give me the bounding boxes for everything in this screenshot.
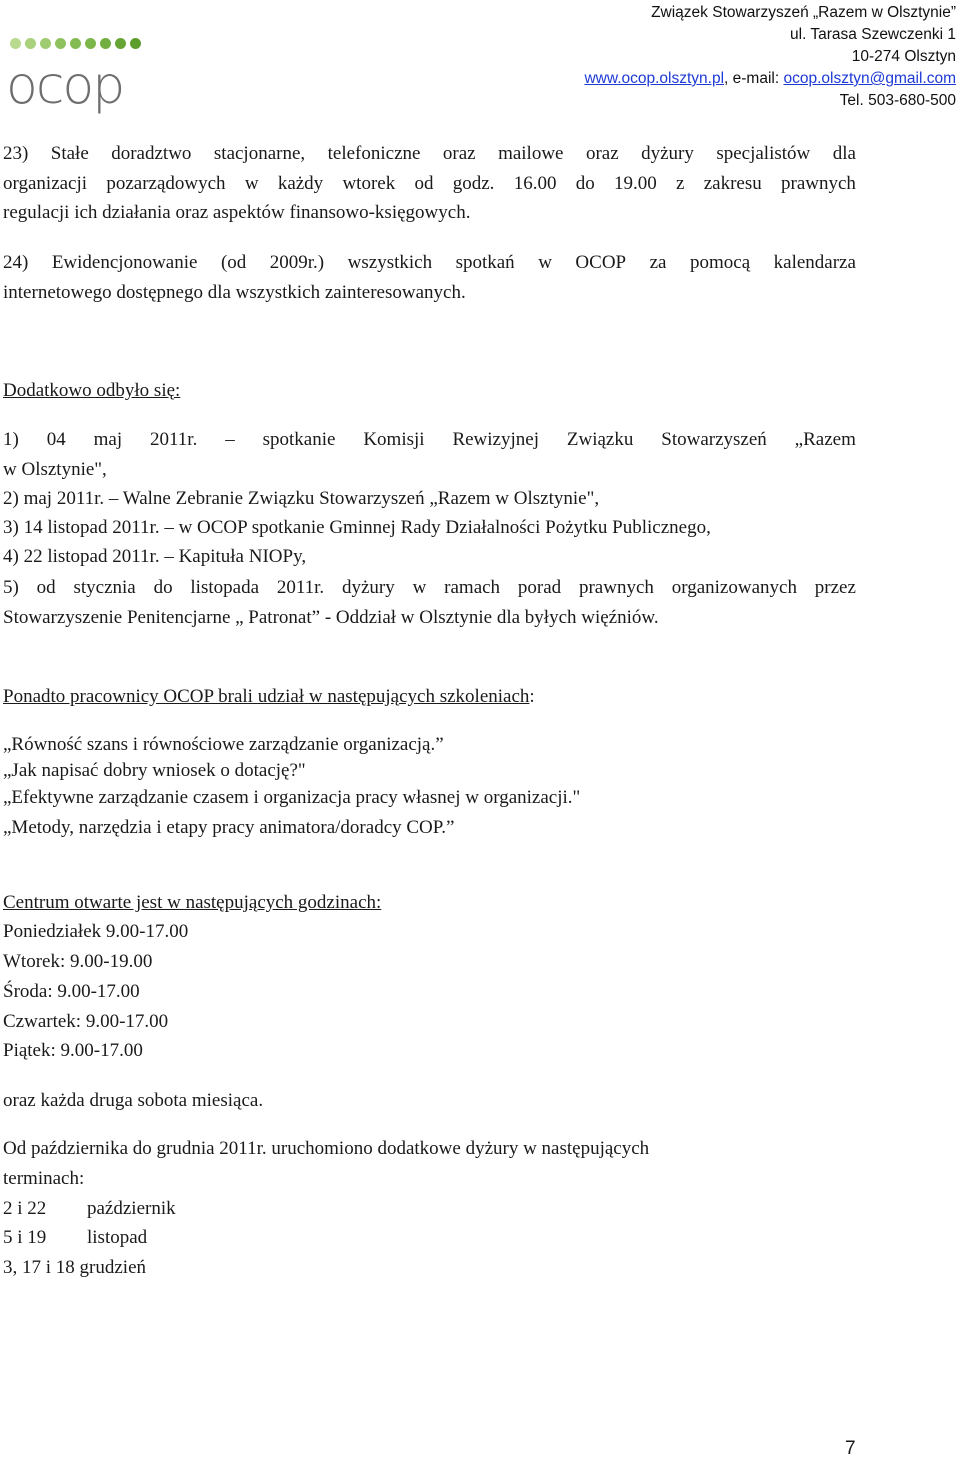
training-heading-text: Ponadto pracownicy OCOP brali udział w następujących szkoleniach — [3, 686, 530, 707]
word: każdy — [277, 173, 324, 194]
word: 5) — [3, 577, 19, 598]
item-23-line-2 — [3, 173, 856, 195]
word: w — [538, 252, 552, 273]
hours-tuesday: Wtorek: 9.00-19.00 — [3, 951, 153, 972]
word: Związku — [566, 429, 634, 450]
word: maj — [93, 429, 123, 450]
additional-item-1a — [3, 429, 856, 451]
word: oraz — [585, 143, 619, 164]
word: listopada — [190, 577, 260, 598]
word: 04 — [46, 429, 66, 450]
word: telefoniczne — [327, 143, 421, 164]
word: mailowe — [498, 143, 564, 164]
word: Komisji — [363, 429, 425, 450]
word: 23) — [3, 143, 29, 164]
word: Stałe — [50, 143, 89, 164]
training-1: „Równość szans i równościowe zarządzanie organizacją.” — [3, 734, 444, 755]
email-label: , e-mail: — [724, 70, 784, 87]
ocop-logo — [6, 38, 146, 142]
extra-duty-intro-1: Od października do grudnia 2011r. uruchomiono dodatkowe dyżury w następujących — [3, 1138, 650, 1159]
word: Ewidencjonowanie — [51, 252, 198, 273]
word: stycznia — [73, 577, 136, 598]
word: (od — [220, 252, 247, 273]
logo-dots — [10, 38, 141, 49]
word: oraz — [442, 143, 476, 164]
word: kalendarza — [773, 252, 856, 273]
word: przez — [814, 577, 856, 598]
org-city: 10-274 Olsztyn — [851, 48, 956, 65]
item-24-line-2: internetowego dostępnego dla wszystkich zainteresowanych. — [3, 282, 466, 303]
word: stacjonarne, — [213, 143, 306, 164]
hours-monday: Poniedziałek 9.00-17.00 — [3, 921, 189, 942]
header-contact — [584, 2, 956, 112]
word: wtorek — [342, 173, 396, 194]
word: zakresu — [703, 173, 762, 194]
item-24-line-1 — [3, 252, 856, 274]
logo-dot — [25, 38, 36, 49]
word: doradztwo — [111, 143, 192, 164]
logo-wordmark: ocop — [6, 56, 124, 116]
word: dyżury — [342, 577, 395, 598]
extra-duty-dates: 3, 17 i 18 grudzień — [3, 1257, 147, 1278]
word: za — [649, 252, 667, 273]
word: 2011r. — [150, 429, 198, 450]
website-link[interactable]: www.ocop.olsztyn.pl — [584, 70, 725, 87]
hours-friday: Piątek: 9.00-17.00 — [3, 1040, 143, 1061]
extra-duty-dates: 5 i 19 — [3, 1227, 47, 1248]
extra-duty-row — [3, 1198, 176, 1220]
additional-item-5a — [3, 577, 856, 599]
word: 16.00 — [513, 173, 557, 194]
additional-item-5b: Stowarzyszenie Penitencjarne „ Patronat” - Oddział w Olsztynie dla byłych więźniów. — [3, 607, 659, 628]
word: 24) — [3, 252, 29, 273]
item-23-line-1 — [3, 143, 856, 165]
word: ramach — [444, 577, 501, 598]
word: spotkań — [455, 252, 515, 273]
logo-dot — [70, 38, 81, 49]
word: 1) — [3, 429, 19, 450]
logo-dot — [40, 38, 51, 49]
hours-heading: Centrum otwarte jest w następujących godzinach: — [3, 892, 382, 913]
extra-duty-intro-2: terminach: — [3, 1168, 85, 1189]
word: OCOP — [575, 252, 627, 273]
word: godz. — [452, 173, 495, 194]
page-number: 7 — [845, 1438, 856, 1459]
word: pozarządowych — [106, 173, 226, 194]
word: do — [575, 173, 595, 194]
word: 2011r. — [276, 577, 325, 598]
word: w — [244, 173, 259, 194]
logo-dot — [100, 38, 111, 49]
additional-item-4: 4) 22 listopad 2011r. – Kapituła NIOPy, — [3, 546, 307, 567]
word: spotkanie — [262, 429, 336, 450]
training-3: „Efektywne zarządzanie czasem i organizacja pracy własnej w organizacji." — [3, 787, 581, 808]
training-heading — [3, 686, 535, 708]
logo-dot — [85, 38, 96, 49]
word: z — [676, 173, 685, 194]
extra-duty-month: listopad — [87, 1227, 148, 1248]
word: od — [414, 173, 434, 194]
hours-wednesday: Środa: 9.00-17.00 — [3, 981, 140, 1002]
hours-thursday: Czwartek: 9.00-17.00 — [3, 1011, 169, 1032]
training-2: „Jak napisać dobry wniosek o dotację?" — [3, 760, 306, 781]
word: 2009r.) — [269, 252, 325, 273]
org-web-email — [584, 68, 956, 90]
word: wszystkich — [347, 252, 433, 273]
org-name: Związek Stowarzyszeń „Razem w Olsztynie” — [651, 4, 956, 21]
word: dla — [832, 143, 856, 164]
word: 19.00 — [613, 173, 657, 194]
item-23-line-3: regulacji ich działania oraz aspektów finansowo-księgowych. — [3, 202, 471, 223]
org-phone: Tel. 503-680-500 — [839, 92, 956, 109]
logo-dot — [55, 38, 66, 49]
logo-dot — [130, 38, 141, 49]
word: „Razem — [794, 429, 856, 450]
email-link[interactable]: ocop.olsztyn@gmail.com — [783, 70, 956, 87]
extra-duty-row — [3, 1227, 147, 1249]
training-heading-colon: : — [529, 686, 535, 707]
org-street: ul. Tarasa Szewczenki 1 — [790, 26, 956, 43]
word: Rewizyjnej — [452, 429, 539, 450]
word: – — [225, 429, 235, 450]
training-4: „Metody, narzędzia i etapy pracy animatora/doradcy COP.” — [3, 817, 455, 838]
word: specjalistów — [716, 143, 811, 164]
extra-duty-dates: 2 i 22 — [3, 1198, 47, 1219]
extra-duty-row — [3, 1257, 146, 1279]
logo-dot — [115, 38, 126, 49]
word: w — [412, 577, 427, 598]
additional-item-3: 3) 14 listopad 2011r. – w OCOP spotkanie Gminnej Rady Działalności Pożytku Publicznego, — [3, 517, 711, 538]
word: porad — [517, 577, 562, 598]
hours-saturday: oraz każda druga sobota miesiąca. — [3, 1090, 264, 1111]
word: pomocą — [689, 252, 751, 273]
additional-heading: Dodatkowo odbyło się: — [3, 380, 181, 401]
word: organizowanych — [671, 577, 797, 598]
word: do — [153, 577, 173, 598]
additional-item-1b: w Olsztynie", — [3, 459, 107, 480]
extra-duty-month: październik — [87, 1198, 176, 1219]
logo-dot — [10, 38, 21, 49]
additional-item-2: 2) maj 2011r. – Walne Zebranie Związku Stowarzyszeń „Razem w Olsztynie", — [3, 488, 600, 509]
word: Stowarzyszeń — [661, 429, 767, 450]
word: dyżury — [641, 143, 694, 164]
word: prawnych — [578, 577, 654, 598]
word: organizacji — [3, 173, 88, 194]
word: prawnych — [781, 173, 856, 194]
word: od — [36, 577, 56, 598]
